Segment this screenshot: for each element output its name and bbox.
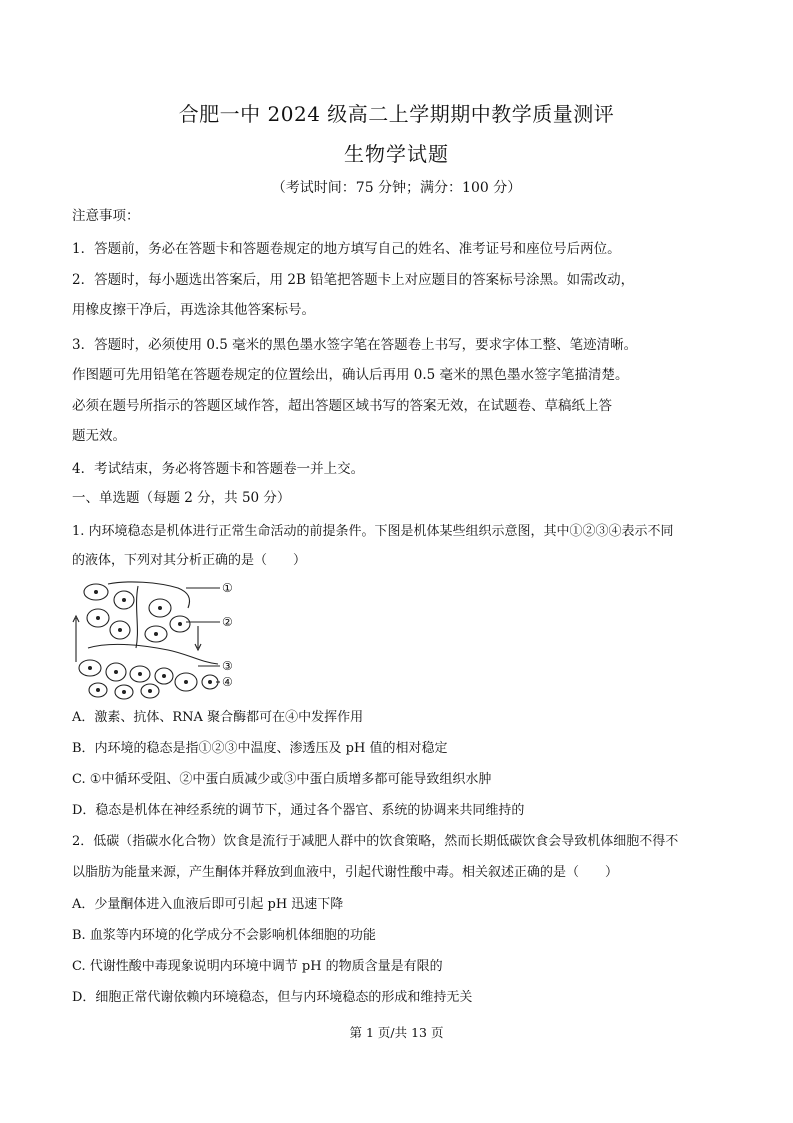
question-1-stem-line-1: 1. 内环境稳态是机体进行正常生命活动的前提条件。下图是机体某些组织示意图，其中①②③④表示不同	[72, 524, 674, 539]
note-item-1: 1．答题前，务必在答题卡和答题卷规定的地方填写自己的姓名、准考证号和座位号后两位。	[72, 241, 621, 257]
blood-vessel	[108, 582, 190, 608]
page-number: 第 1 页/共 13 页	[349, 1025, 444, 1040]
note-item-2-line-2: 用橡皮擦干净后，再选涂其他答案标号。	[72, 302, 315, 318]
figure-label-3: ③	[222, 659, 233, 673]
tissue-diagram	[68, 578, 244, 700]
exam-info: （考试时间：75 分钟；满分：100 分）	[271, 180, 522, 196]
question-2-stem-line-1: 2．低碳（指碳水化合物）饮食是流行于减肥人群中的饮食策略，然而长期低碳饮食会导致机体细胞不得不	[72, 834, 679, 849]
section-heading: 一、单选题（每题 2 分，共 50 分）	[72, 490, 291, 506]
note-item-3-line-3: 必须在题号所指示的答题区域作答，超出答题区域书写的答案无效，在试题卷、草稿纸上答	[72, 398, 612, 414]
note-item-2-line-1: 2．答题时，每小题选出答案后，用 2B 铅笔把答题卡上对应题目的答案标号涂黑。如需改动，	[72, 272, 635, 288]
note-item-3-line-1: 3．答题时，必须使用 0.5 毫米的黑色墨水签字笔在答题卷上书写，要求字体工整、笔迹清晰。	[72, 337, 638, 353]
question-1-option-b: B．内环境的稳态是指①②③中温度、渗透压及 pH 值的相对稳定	[72, 741, 448, 756]
question-1-option-d: D．稳态是机体在神经系统的调节下，通过各个器官、系统的协调来共同维持的	[72, 803, 525, 818]
note-item-4: 4．考试结束，务必将答题卡和答题卷一并上交。	[72, 461, 365, 477]
question-1-option-c: C. ①中循环受阻、②中蛋白质减少或③中蛋白质增多都可能导致组织水肿	[72, 772, 492, 787]
question-2-option-d: D．细胞正常代谢依赖内环境稳态，但与内环境稳态的形成和维持无关	[72, 990, 473, 1005]
note-item-3-line-4: 题无效。	[72, 428, 126, 444]
exam-subtitle: 生物学试题	[344, 142, 449, 166]
question-1-option-a: A．激素、抗体、RNA 聚合酶都可在④中发挥作用	[72, 710, 364, 725]
exam-title: 合肥一中 2024 级高二上学期期中教学质量测评	[178, 102, 615, 126]
figure-label-4: ④	[222, 675, 233, 689]
figure-label-2: ②	[222, 615, 233, 629]
figure-label-1: ①	[222, 581, 233, 595]
question-2-option-b: B. 血浆等内环境的化学成分不会影响机体细胞的功能	[72, 928, 376, 943]
question-1-stem-line-2: 的液体，下列对其分析正确的是（ ）	[72, 553, 307, 568]
question-2-option-a: A．少量酮体进入血液后即可引起 pH 迅速下降	[72, 897, 344, 912]
question-2-stem-line-2: 以脂肪为能量来源，产生酮体并释放到血液中，引起代谢性酸中毒。相关叙述正确的是（ ）	[72, 865, 619, 880]
question-2-option-c: C. 代谢性酸中毒现象说明内环境中调节 pH 的物质含量是有限的	[72, 959, 443, 974]
notes-heading: 注意事项：	[72, 208, 140, 224]
note-item-3-line-2: 作图题可先用铅笔在答题卷规定的位置绘出，确认后再用 0.5 毫米的黑色墨水签字笔描清楚。	[72, 367, 629, 383]
